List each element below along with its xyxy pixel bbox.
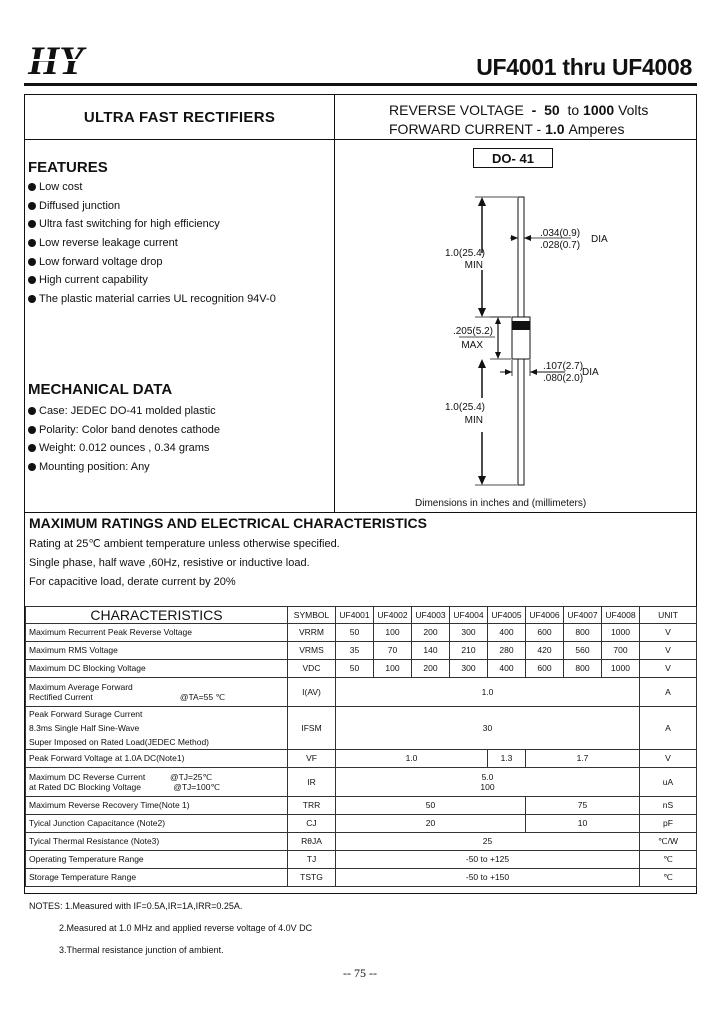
condition-line: For capacitive load, derate current by 20% (29, 576, 236, 588)
package-name: DO- 41 (473, 148, 553, 168)
list-item: Ultra fast switching for high efficiency (28, 215, 276, 234)
condition-line: Rating at 25℃ ambient temperature unless otherwise specified. (29, 538, 340, 550)
table-row: Tyical Junction Capacitance (Note2) CJ 20 10 pF (26, 815, 697, 833)
list-item: Polarity: Color band denotes cathode (28, 421, 220, 440)
forward-current-line: FORWARD CURRENT - 1.0 Amperes (389, 121, 625, 137)
bullet-icon (28, 407, 36, 415)
body-dia-label: DIA (582, 367, 599, 378)
col-part: UF4005 (488, 607, 526, 624)
ratings-summary (335, 95, 696, 140)
list-item: The plastic material carries UL recognition 94V-0 (28, 290, 276, 309)
list-item: Diffused junction (28, 197, 276, 216)
bullet-icon (28, 220, 36, 228)
table-row: Maximum RMS Voltage VRMS 35 70 140 210 280 420 560 700 V (26, 642, 697, 660)
bullet-icon (28, 202, 36, 210)
list-item: Case: JEDEC DO-41 molded plastic (28, 402, 220, 421)
body-length: .205(5.2) (452, 326, 493, 337)
list-item: Low cost (28, 178, 276, 197)
package-drawing (335, 140, 696, 512)
list-item: High current capability (28, 271, 276, 290)
ratings-conditions (29, 535, 340, 592)
hy-logo (24, 40, 154, 82)
lead-dia-min: .028(0.7) (540, 240, 581, 251)
col-part: UF4003 (412, 607, 450, 624)
table-row: Maximum Average Forward Rectified Current @TA=55 ℃ I(AV) 1.0 A (26, 678, 697, 707)
lead-dia-label: DIA (591, 234, 608, 245)
table-row: Maximum Reverse Recovery Time(Note 1) TRR 50 75 nS (26, 797, 697, 815)
bullet-icon (28, 276, 36, 284)
datasheet-frame (24, 94, 697, 955)
features-panel (25, 140, 335, 512)
col-part: UF4001 (336, 607, 374, 624)
characteristics-table (25, 606, 697, 887)
features-title: FEATURES (28, 159, 108, 176)
do41-outline (335, 140, 696, 512)
body-dia-max: .107(2.7) (543, 361, 584, 372)
list-item: Low forward voltage drop (28, 252, 276, 271)
table-row: Maximum DC Blocking Voltage VDC 50 100 200 300 400 600 800 1000 V (26, 660, 697, 678)
dimensions-note: Dimensions in inches and (millimeters) (415, 498, 587, 509)
col-part: UF4004 (450, 607, 488, 624)
lower-lead-min: MIN (464, 415, 483, 426)
header-rule (24, 83, 697, 86)
bullet-icon (28, 258, 36, 266)
bullet-icon (28, 239, 36, 247)
table-row: Storage Temperature Range TSTG -50 to +150 ℃ (26, 869, 697, 887)
list-item: Low reverse leakage current (28, 234, 276, 253)
table-row: Tyical Thermal Resistance (Note3) RθJA 25 ℃/W (26, 833, 697, 851)
product-type: ULTRA FAST RECTIFIERS (25, 95, 335, 140)
mechanical-title: MECHANICAL DATA (28, 381, 173, 398)
ratings-title: MAXIMUM RATINGS AND ELECTRICAL CHARACTERISTICS (25, 512, 696, 531)
lower-lead-length: 1.0(25.4) (444, 402, 485, 413)
bullet-icon (28, 295, 36, 303)
reverse-voltage-line: REVERSE VOLTAGE - 50 to 1000 Volts (389, 102, 649, 118)
cathode-band (512, 321, 530, 330)
bullet-icon (28, 426, 36, 434)
table-row: Peak Forward Surage Current 8.3ms Single Half Sine-Wave Super Imposed on Rated Load(JEDEC Method) IFSM 30 A (26, 707, 697, 750)
list-item: Weight: 0.012 ounces , 0.34 grams (28, 439, 220, 458)
table-row: Maximum Recurrent Peak Reverse Voltage VRRM 50 100 200 300 400 600 800 1000 V (26, 624, 697, 642)
upper-lead (518, 197, 524, 317)
logo-text: HY (28, 40, 84, 82)
page-number: -- 75 -- (343, 966, 377, 980)
features-list (28, 178, 276, 308)
col-symbol: SYMBOL (288, 607, 336, 624)
col-part: UF4008 (602, 607, 640, 624)
table-header-row (26, 607, 697, 624)
bullet-icon (28, 463, 36, 471)
body-length-max: MAX (461, 340, 483, 351)
mechanical-list (28, 402, 220, 476)
lead-dia-max: .034(0.9) (540, 228, 581, 239)
footnote-1: NOTES: 1.Measured with IF=0.5A,IR=1A,IRR=0.25A. (29, 901, 243, 911)
body-dia-min: .080(2.0) (543, 373, 584, 384)
part-title: UF4001 thru UF4008 (476, 54, 692, 80)
footnote-3: 3.Thermal resistance junction of ambient. (59, 945, 224, 955)
table-row: Operating Temperature Range TJ -50 to +125 ℃ (26, 851, 697, 869)
footnote-2: 2.Measured at 1.0 MHz and applied reverse voltage of 4.0V DC (59, 923, 313, 933)
list-item: Mounting position: Any (28, 458, 220, 477)
table-row: Peak Forward Voltage at 1.0A DC(Note1) VF 1.0 1.3 1.7 V (26, 750, 697, 768)
col-part: UF4007 (564, 607, 602, 624)
table-row: Maximum DC Reverse Current @TJ=25℃ at Rated DC Blocking Voltage @TJ=100℃ IR 5.0 100 uA (26, 768, 697, 797)
lower-lead (518, 359, 524, 485)
footnotes (29, 895, 312, 961)
upper-lead-min: MIN (464, 260, 483, 271)
col-part: UF4006 (526, 607, 564, 624)
upper-lead-length: 1.0(25.4) (444, 248, 485, 259)
condition-line: Single phase, half wave ,60Hz, resistive or inductive load. (29, 557, 310, 569)
bullet-icon (28, 183, 36, 191)
col-part: UF4002 (374, 607, 412, 624)
col-unit: UNIT (640, 607, 697, 624)
bullet-icon (28, 444, 36, 452)
col-characteristics: CHARACTERISTICS (26, 607, 288, 624)
